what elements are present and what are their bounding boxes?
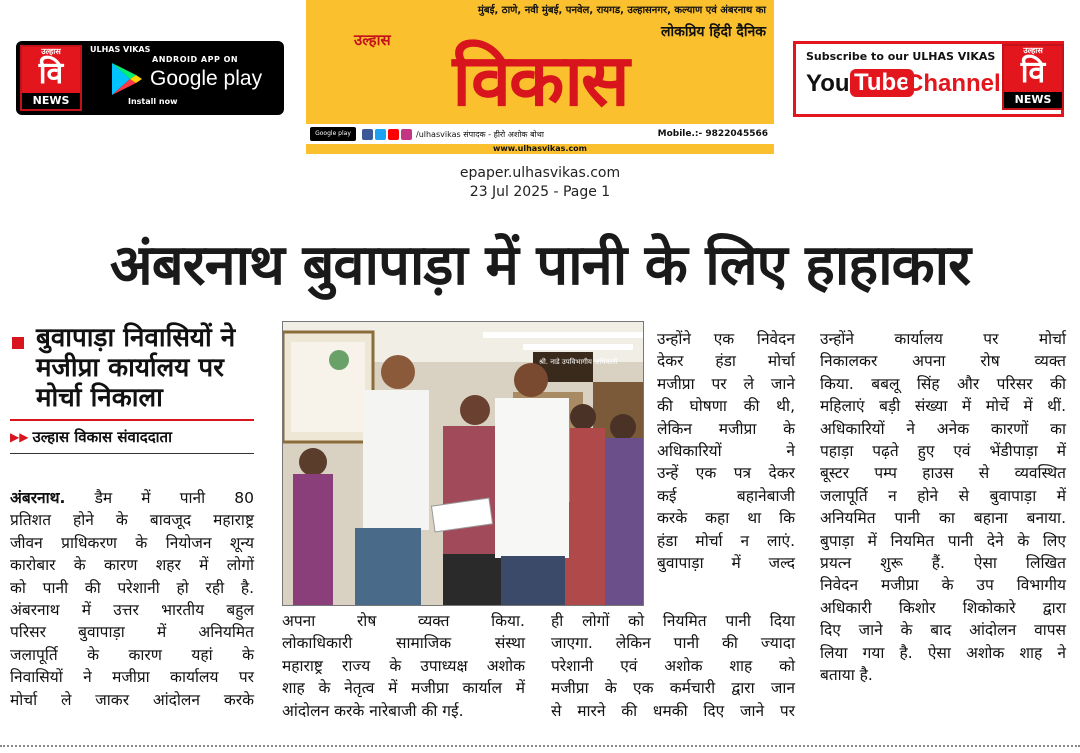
text-line: प्रतिशत होने के बावजूद महाराष्ट्र <box>10 511 254 530</box>
text-line: बताया है. <box>820 666 873 685</box>
google-play-icon <box>108 61 144 97</box>
text-line: जलापूर्ति न होने से बुवापाड़ा में <box>820 486 1066 505</box>
text-line: मोर्चा ले जाकर आंदोलन करके <box>10 690 254 709</box>
youtube-you-text: You <box>806 70 850 97</box>
square-bullet-icon <box>12 337 24 349</box>
text-line: परेशानी एवं अशोक शाह को <box>551 656 795 675</box>
article-column-3-top <box>657 328 795 574</box>
masthead-handle: /ulhasvikas संपादक - हीरो अशोक बोथा <box>416 129 544 139</box>
text-line: अंबरनाथ में उत्तर भारतीय बहुल <box>10 601 254 620</box>
masthead-tagline: लोकप्रिय हिंदी दैनिक <box>660 24 766 40</box>
text-line: प्रयत्न शुरू हैं. ऐसा लिखित <box>820 554 1066 573</box>
masthead-mobile: Mobile.:- 9822045566 <box>657 129 768 139</box>
android-text: ANDROID APP ON <box>152 55 239 64</box>
text-line: उन्होंने कार्यालय पर मोर्चा <box>820 330 1066 348</box>
youtube-channel-banner[interactable] <box>793 41 1064 117</box>
google-play-badge[interactable]: Google play <box>310 127 356 141</box>
article-column-3 <box>551 610 795 722</box>
masthead-contact-bar <box>306 124 774 144</box>
text-line: बूस्टर पम्प हाउस से व्यवस्थित <box>820 464 1066 483</box>
logo-news-text: NEWS <box>1004 92 1062 108</box>
masthead-title: विकास <box>452 38 628 122</box>
text-line: की घोषणा की थी, <box>657 397 795 416</box>
divider <box>10 419 254 421</box>
text-line: जलापूर्ति के कारण यहां के <box>10 645 254 664</box>
text-line-segment: डैम में पानी 80 <box>65 489 254 507</box>
text-line: मजीप्रा के एक कर्मचारी द्वारा जान <box>551 679 795 698</box>
facebook-icon[interactable] <box>362 129 373 140</box>
logo-big-text: वि <box>38 56 64 91</box>
text-line: उन्हें एक पत्र देकर <box>657 464 795 483</box>
logo-small-text: उल्हास <box>1023 46 1043 55</box>
text-line: आंदोलन करके नारेबाजी की गई. <box>282 701 464 720</box>
text-line: मजीप्रा पर ले जाने <box>657 374 795 393</box>
text-line: निकालकर अपना रोष व्यक्त <box>820 352 1066 371</box>
text-line: परिसर बुवापाड़ा में अनियमित <box>10 623 254 642</box>
masthead-website[interactable]: www.ulhasvikas.com <box>306 144 774 154</box>
text-line: जीवन प्राधिकरण के नियोजन शून्य <box>10 533 254 552</box>
article-column-4 <box>820 328 1066 687</box>
text-line: लोकाधिकारी सामाजिक संस्था <box>282 634 525 653</box>
install-now-text: Install now <box>128 97 178 106</box>
ulhas-vikas-news-logo <box>1002 44 1064 110</box>
text-line: अधिकारी किशोर शिकोकारे द्वारा <box>820 598 1066 617</box>
text-line: अनियमित पानी का बहाना बनाया. <box>820 509 1066 528</box>
office-sign-text: श्री. नाडे उपविभागीय अधिकारी <box>539 358 618 366</box>
article-headline: अंबरनाथ बुवापाड़ा में पानी के लिए हाहाकार <box>109 233 971 298</box>
text-line: देकर हंडा मोर्चा <box>657 352 795 371</box>
text-line: जाएगा. लेकिन पानी की ज्यादा <box>551 634 795 653</box>
text-line: कई बहानेबाजी <box>657 486 795 505</box>
article-subhead-block <box>10 323 254 454</box>
dateline: अंबरनाथ. <box>10 489 66 507</box>
protest-photo-illustration <box>283 322 644 606</box>
google-play-text: Google play <box>150 67 263 90</box>
text-line: लिया गया है. ऐसा अशोक शाह ने <box>820 643 1066 662</box>
text-line: बुवापाड़ा में जल्द <box>657 554 795 573</box>
epaper-date-page: 23 Jul 2025 - Page 1 <box>469 184 611 200</box>
text-line: कारोबार के कारण शहर में लोगों <box>10 556 254 575</box>
divider <box>10 453 254 454</box>
text-line: महाराष्ट्र राज्य के उपाध्यक्ष अशोक <box>282 656 525 675</box>
google-play-banner[interactable] <box>16 41 284 115</box>
bottom-dotted-border <box>0 745 1080 747</box>
ulhas-vikas-news-logo <box>20 45 82 111</box>
text-line: शाह के नेतृत्व में मजीप्रा कार्याल में <box>282 679 525 698</box>
article-column-2 <box>282 610 525 722</box>
text-line: दिए जाने के बाद आंदोलन वापस <box>820 621 1066 640</box>
text-line: अधिकारियों ने अनेक कारणों का <box>820 419 1066 438</box>
text-line: ही लोगों को नियमित पानी दिया <box>551 612 795 630</box>
text-line: हंडा मोर्चा न लाएं. <box>657 531 795 550</box>
text-line: करके कहा था कि <box>657 509 795 528</box>
logo-small-text: उल्हास <box>41 47 61 56</box>
logo-big-text: वि <box>1020 55 1046 90</box>
text-line: अधिकारियों ने <box>657 442 795 461</box>
double-arrow-icon: ▶▶ <box>10 430 29 444</box>
article-column-1 <box>10 487 254 711</box>
masthead <box>306 0 774 154</box>
youtube-tube-text: Tube <box>850 69 914 97</box>
text-line: निवेदन मजीप्रा के उप विभागीय <box>820 576 1066 595</box>
text-line: अपना रोष व्यक्त किया. <box>282 612 525 630</box>
text-line: से मारने की धमकी दिए जाने पर <box>551 701 795 720</box>
text-line: उन्होंने एक निवेदन <box>657 330 795 348</box>
text-line: निवासियों ने मजीप्रा कार्यालय पर <box>10 668 254 687</box>
text-line: पहाड़ा पढ़ते हुए एवं भेंडीपाड़ा में <box>820 442 1066 461</box>
epaper-site[interactable]: epaper.ulhasvikas.com <box>459 165 621 181</box>
brand-text: ULHAS VIKAS <box>90 45 151 54</box>
instagram-icon[interactable] <box>401 129 412 140</box>
masthead-ulhas: उल्हास <box>354 31 391 49</box>
twitter-icon[interactable] <box>375 129 386 140</box>
youtube-channel-text: Channel <box>906 70 1001 97</box>
subscribe-text: Subscribe to our ULHAS VIKAS <box>806 50 996 63</box>
social-icons <box>362 129 412 140</box>
text-line: बुपाड़ा में नियमित पानी देने के लिए <box>820 531 1066 550</box>
text-line: लेकिन मजीप्रा के <box>657 419 795 438</box>
masthead-cities: मुंबई, ठाणे, नवी मुंबई, पनवेल, रायगड, उल्हासनगर, कल्याण एवं अंबरनाथ का <box>477 5 766 16</box>
subhead-text: बुवापाड़ा निवासियों ने मजीप्रा कार्यालय पर मोर्चा निकाला <box>36 323 236 413</box>
text-line: को पानी की परेशानी हो रही है. <box>10 578 254 597</box>
article-photo <box>282 321 644 606</box>
byline-text: उल्हास विकास संवाददाता <box>32 428 172 446</box>
youtube-icon[interactable] <box>388 129 399 140</box>
text-line <box>10 487 254 509</box>
epaper-info <box>0 164 1080 202</box>
byline <box>10 427 254 447</box>
logo-news-text: NEWS <box>22 93 80 109</box>
text-line: महिलाएं बड़ी संख्या में मोर्चे में थीं. <box>820 397 1066 416</box>
text-line: किया. बबलू सिंह और परिसर की <box>820 374 1066 393</box>
article-subhead <box>10 323 254 413</box>
